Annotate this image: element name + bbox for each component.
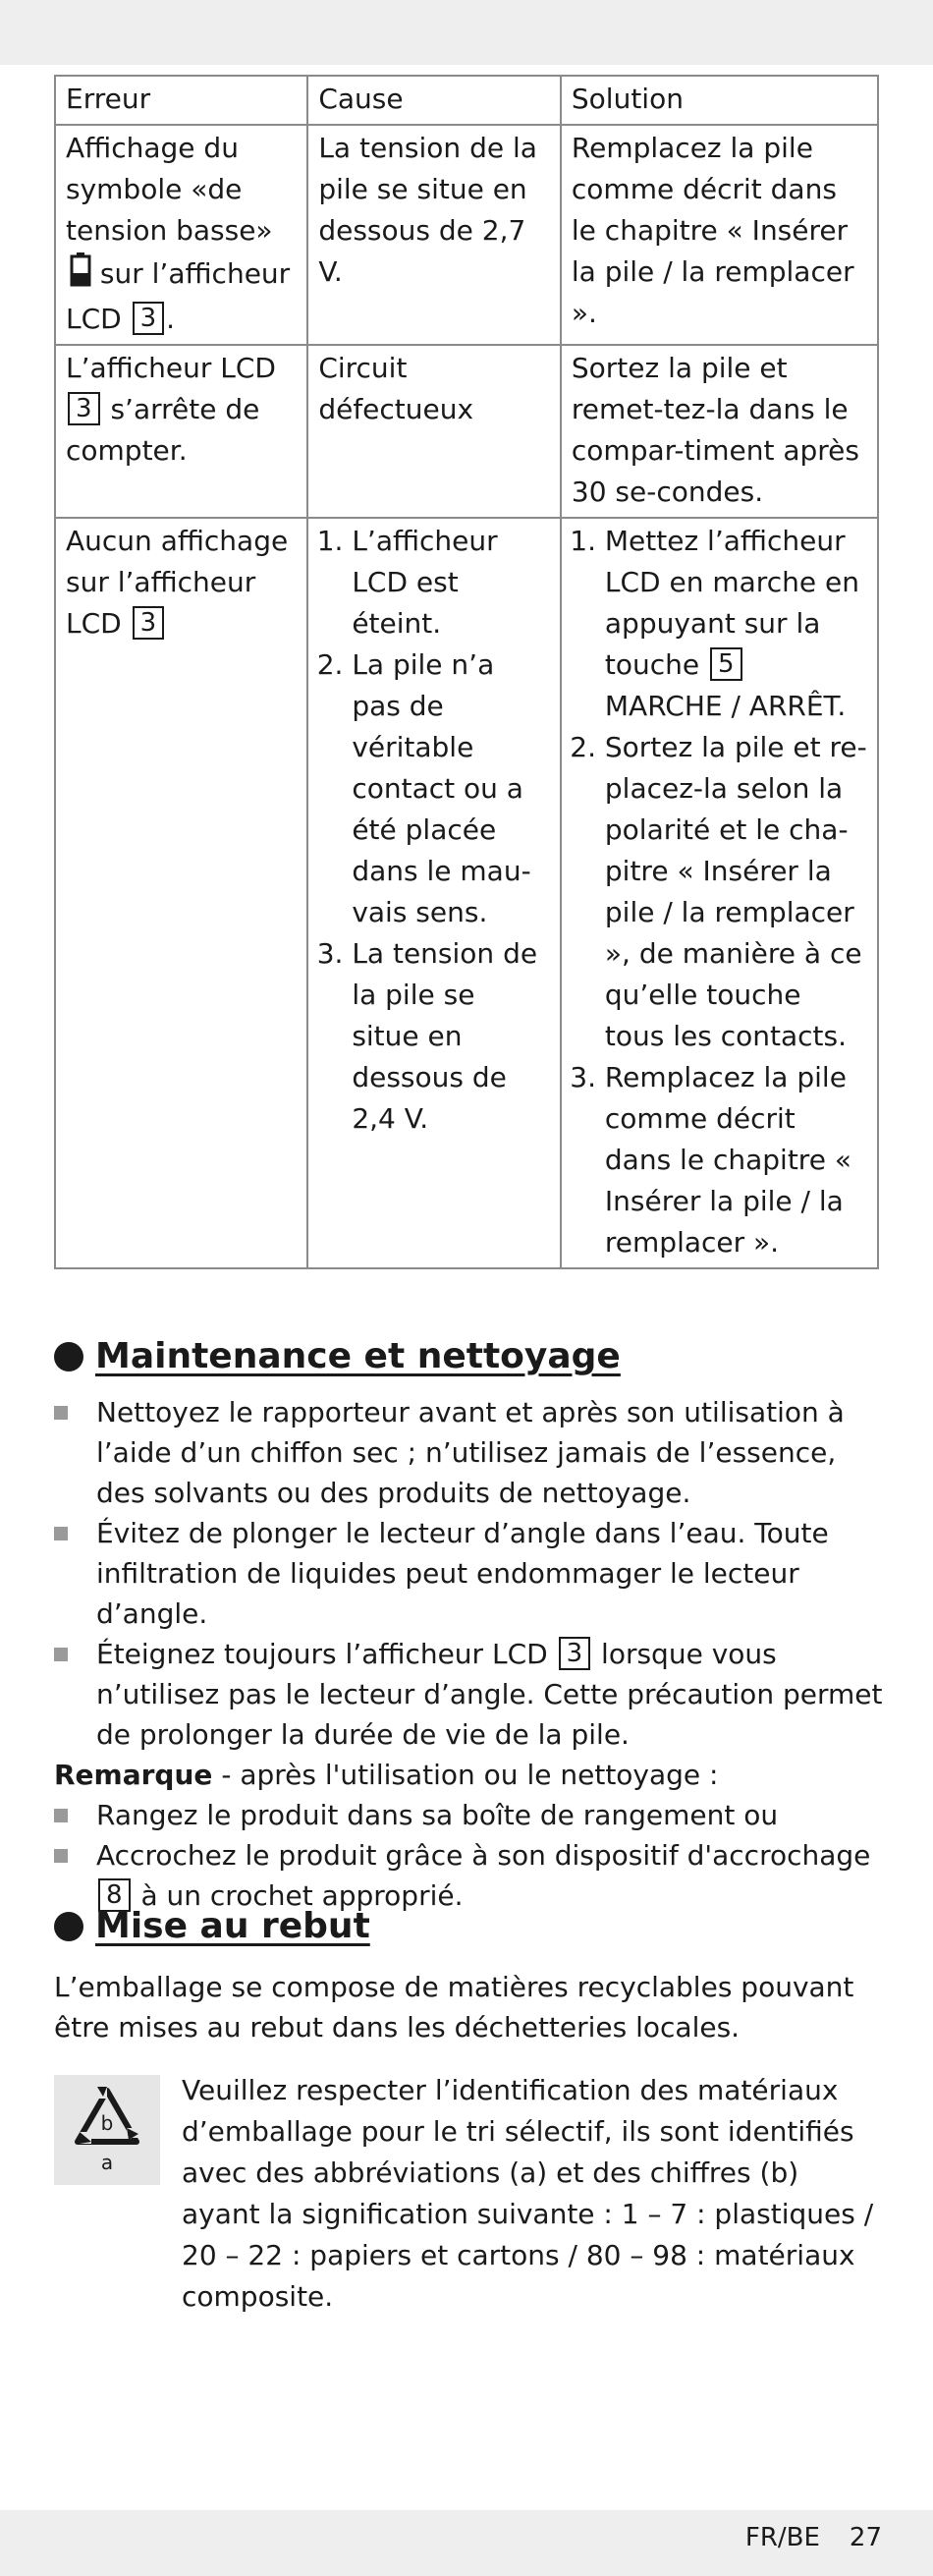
recycling-explanation: Veuillez respecter l’identification des matériaux d’emballage pour le tri sélectif, ils sont identifiés avec des abbréviations (a) et des chiffres (b) ayant la signification suivante : 1 – 7 : plastiques / 20 – 22 : papiers et cartons / 80 – 98 : matériaux composite. <box>182 2074 874 2313</box>
table-row <box>55 345 878 518</box>
recycle-code-b: b <box>100 2111 114 2135</box>
reference-number: 3 <box>133 606 165 640</box>
solution-cell <box>561 518 878 1268</box>
reference-number: 8 <box>98 1878 131 1912</box>
list-item-text: à un crochet approprié. <box>140 1879 464 1912</box>
reference-number: 3 <box>68 392 100 425</box>
list-item <box>54 1392 884 1513</box>
list-item: 1. L’afficheur LCD est éteint. <box>352 521 550 644</box>
table-header-row <box>55 76 878 125</box>
list-item <box>54 1795 884 1835</box>
list-item-text: Éteignez toujours l’afficheur LCD <box>96 1638 548 1670</box>
error-text: L’afficheur LCD <box>66 352 276 384</box>
section-title: Maintenance et nettoyage <box>95 1336 621 1376</box>
solution-cell: Sortez la pile et remet-tez-la dans le compar-timent après 30 se-condes. <box>561 345 878 518</box>
header-cause: Cause <box>307 76 561 125</box>
page-footer <box>745 2523 882 2552</box>
maintenance-body <box>54 1392 884 1916</box>
top-band <box>0 0 933 65</box>
list-item <box>54 1835 884 1916</box>
header-error: Erreur <box>55 76 307 125</box>
solution-cell: Remplacez la pile comme décrit dans le chapitre « Insérer la pile / la remplacer ». <box>561 125 878 345</box>
recycling-symbol-icon <box>54 2075 160 2185</box>
cause-cell: Circuit défectueux <box>307 345 561 518</box>
storage-list <box>54 1795 884 1916</box>
solution-text: MARCHE / ARRÊT. <box>604 690 847 722</box>
list-item-text: Accrochez le produit grâce à son dispositif d'accrochage <box>96 1839 871 1872</box>
list-item <box>54 1513 884 1634</box>
cause-cell: La tension de la pile se situe en dessous de 2,7 V. <box>307 125 561 345</box>
maintenance-list <box>54 1392 884 1755</box>
error-text: s’arrête de compter. <box>66 393 260 467</box>
error-text: Affichage du symbole «de tension basse» <box>66 132 273 247</box>
list-item-text: Évitez de plonger le lecteur d’angle dans l’eau. Toute infiltration de liquides peut endommager le lecteur d’angle. <box>96 1517 829 1630</box>
square-bullet-icon <box>54 1849 68 1863</box>
list-item: 2. Sortez la pile et re-placez-la selon la polarité et le cha-pitre « Insérer la pile / la remplacer », de manière à ce qu’elle touche tous les contacts. <box>605 727 867 1057</box>
solution-text: Mettez l’afficheur LCD en marche en appuyant sur la touche <box>604 525 859 681</box>
square-bullet-icon <box>54 1406 68 1420</box>
bullet-dot-icon <box>54 1342 83 1372</box>
list-item-text: Nettoyez le rapporteur avant et après son utilisation à l’aide d’un chiffon sec ; n’utilisez jamais de l’essence, des solvants ou des produits de nettoyage. <box>96 1396 845 1509</box>
recycle-code-a: a <box>100 2151 114 2174</box>
solution-list <box>572 521 867 1263</box>
disposal-heading <box>54 1906 370 1946</box>
list-item-text: Rangez le produit dans sa boîte de rangement ou <box>96 1799 779 1831</box>
error-text: sur l’afficheur LCD <box>66 257 291 335</box>
error-text: . <box>166 303 176 335</box>
reference-number: 3 <box>559 1637 591 1670</box>
section-title: Mise au rebut <box>95 1906 370 1946</box>
list-item-text: lorsque vous n’utilisez pas le lecteur d’angle. Cette précaution permet de prolonger la durée de vie de la pile. <box>96 1638 883 1751</box>
low-battery-icon <box>70 252 91 299</box>
header-solution: Solution <box>561 76 878 125</box>
error-cell <box>55 345 307 518</box>
table-row <box>55 125 878 345</box>
list-item: 2. La pile n’a pas de véritable contact ou a été placée dans le mau-vais sens. <box>352 644 550 933</box>
locale-label: FR/BE <box>744 2523 820 2552</box>
remark <box>54 1755 884 1795</box>
bullet-dot-icon <box>54 1912 83 1941</box>
cause-list <box>318 521 550 1140</box>
error-cell <box>55 518 307 1268</box>
list-item <box>54 1634 884 1755</box>
square-bullet-icon <box>54 1527 68 1540</box>
square-bullet-icon <box>54 1648 68 1661</box>
cause-cell <box>307 518 561 1268</box>
maintenance-heading <box>54 1336 621 1376</box>
reference-number: 3 <box>133 302 165 335</box>
list-item: 3. La tension de la pile se situe en dessous de 2,4 V. <box>352 933 550 1140</box>
square-bullet-icon <box>54 1809 68 1822</box>
remark-text: - après l'utilisation ou le nettoyage : <box>221 1759 719 1791</box>
page-number: 27 <box>849 2523 882 2552</box>
reference-number: 5 <box>710 647 742 681</box>
list-item <box>605 521 867 727</box>
remark-label: Remarque <box>54 1759 213 1791</box>
error-cell <box>55 125 307 345</box>
troubleshooting-table <box>54 75 879 1269</box>
list-item: 3. Remplacez la pile comme décrit dans le chapitre « Insérer la pile / la remplacer ». <box>605 1057 867 1263</box>
error-text: Aucun affichage sur l’afficheur LCD <box>66 525 289 640</box>
table-row <box>55 518 878 1268</box>
disposal-intro: L’emballage se compose de matières recyclables pouvant être mises au rebut dans les déchetteries locales. <box>54 1971 854 2044</box>
